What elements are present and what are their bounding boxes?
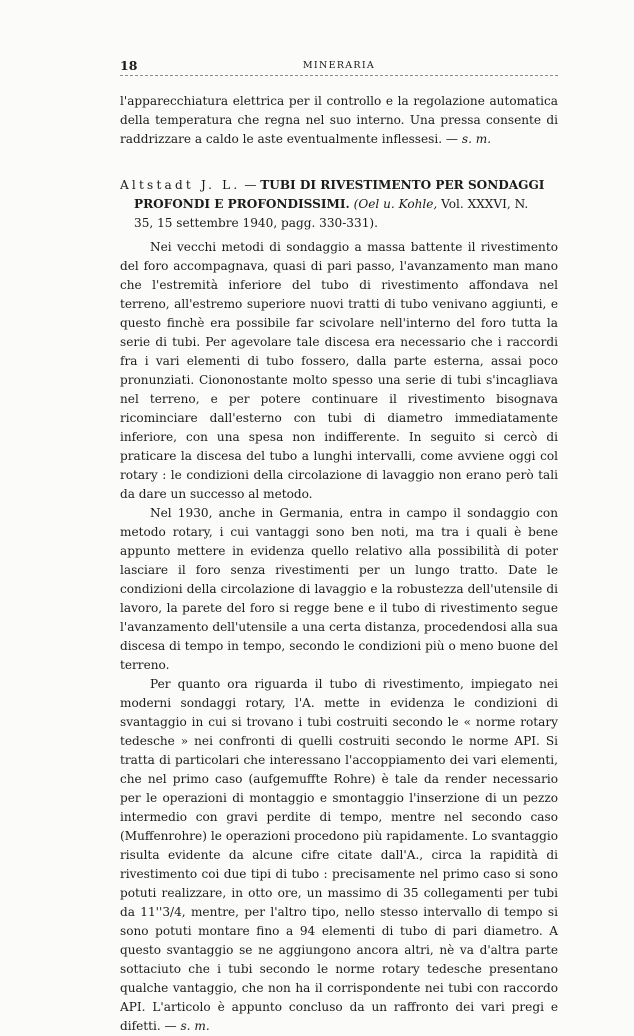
reference-line-3 <box>120 214 558 233</box>
continuation-paragraph <box>120 92 558 149</box>
reference-dash: — <box>244 178 257 192</box>
article-signoff: s. m. <box>180 1019 210 1033</box>
journal-volume: Vol. XXXVI, N. <box>441 197 529 211</box>
article-author: Altstadt J. L. <box>120 178 241 192</box>
article-paragraph-2: Nel 1930, anche in Germania, entra in campo il sondaggio con metodo rotary, i cui vantaggi sono ben noti, ma tra i quali è bene appunto mettere in evidenza quello relativo alla possibilità di poter lasciare il foro senza rivestimenti per un lungo tratto. Date le condizioni della circolazione di lavaggio e la robustezza dell'utensile di lavoro, la parete del foro si regge bene e il tubo di rivestimento segue l'avanzamento dell'utensile a una certa distanza, procedendosi alla sua discesa di tempo in tempo, secondo le condizioni più o meno buone del terreno. <box>120 506 558 672</box>
article-title-line-1: TUBI DI RIVESTIMENTO PER SONDAGGI <box>260 178 545 192</box>
article-title-line-2: PROFONDI E PROFONDISSIMI. <box>134 197 350 211</box>
article-paragraph-3 <box>120 675 558 1036</box>
reference-line-1 <box>120 176 558 195</box>
page-number: 18 <box>120 58 138 73</box>
header-rule <box>120 75 558 76</box>
article-reference <box>120 176 558 233</box>
reference-line-2 <box>120 195 558 214</box>
article-paragraph-1: Nei vecchi metodi di sondaggio a massa battente il rivestimento del foro accompagnava, quasi di pari passo, l'avanzamento man mano che l'estremità inferiore del tubo di rivestimento affondava nel terreno, all'estremo superiore nuovi tratti di tubo venivano aggiunti, e questo finchè era possibile far scivolare nell'interno del foro tutta la serie di tubi. Per agevolare tale discesa era necessario che i raccordi fra i vari elementi di tubo fossero, dalla parte esterna, assai poco pronunziati. Ciononostante molto spesso una serie di tubi s'incagliava nel terreno, e per potere continuare il rivestimento bisognava ricominciare dall'esterno con tubi di diametro immediatamente inferiore, con una spesa non indifferente. In seguito si cercò di praticare la discesa del tubo a lunghi intervalli, come avviene oggi col rotary : le condizioni della circolazione di lavaggio non erano però tali da dare un successo al metodo. <box>120 240 558 501</box>
page-header <box>120 58 558 80</box>
running-head: MINERARIA <box>302 60 376 71</box>
article-body <box>120 238 558 1036</box>
journal-issue-info: 35, 15 settembre 1940, pagg. 330-331). <box>134 216 378 230</box>
journal-name: (Oel u. Kohle, <box>353 197 438 211</box>
previous-article-continuation <box>120 92 558 149</box>
continuation-signoff: s. m. <box>461 132 492 146</box>
continuation-text: l'apparecchiatura elettrica per il controllo e la regolazione automatica della temperatura che regna nel suo interno. Una pressa consente di raddrizzare a caldo le aste eventualmente inflessesi. — <box>120 94 558 146</box>
article-paragraph-3-text: Per quanto ora riguarda il tubo di rivestimento, impiegato nei moderni sondaggi rotary, l'A. mette in evidenza le condizioni di svantaggio in cui si trovano i tubi costruiti secondo le « norme rotary tedesche » nei confronti di quelli costruiti secondo le norme API. Si tratta di particolari che interessano l'accoppiamento dei vari elementi, che nel primo caso (aufgemuffte Rohre) è tale da render necessario per le operazioni di montaggio e smontaggio l'inserzione di un pezzo intermedio con gravi perdite di tempo, mentre nel secondo caso (Muffenrohre) le operazioni procedono più rapidamente. Lo svantaggio risulta evidente da alcune cifre citate dall'A., circa la rapidità di rivestimento coi due tipi di tubo : precisamente nel primo caso si sono potuti realizzare, in otto ore, un massimo di 35 collegamenti per tubi da 11''3/4, mentre, per l'altro tipo, nello stesso intervallo di tempo si sono potuti montare fino a 94 elementi di tubo di pari diametro. A questo svantaggio se ne aggiungono ancora altri, nè va d'altra parte sottaciuto che i tubi secondo le norme rotary tedesche presentano qualche vantaggio, che non ha il corrispondente nei tubi con raccordo API. L'articolo è appunto concluso da un raffronto dei vari pregi e difetti. — <box>120 677 558 1033</box>
